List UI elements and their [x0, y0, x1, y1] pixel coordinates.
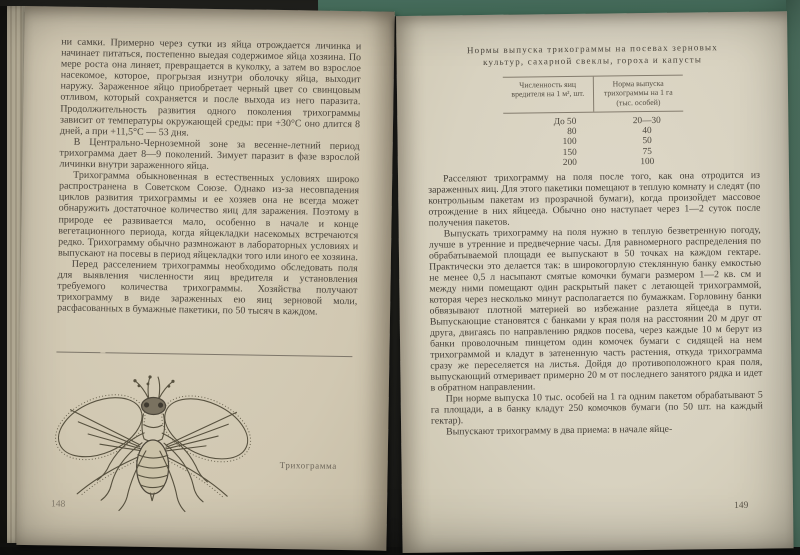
paragraph: Перед расселением трихограммы необходимо обследовать поля для выявления численности яиц вредителя и установления требуемого количества трихограммы. Хозяйства получают трихограмму в виде зараженных ею яиц зерновой моли, расфасованных в бумажные пакетики, по 50 тысяч в каждом.: [57, 258, 358, 318]
paragraph: Трихограмма обыкновенная в естественных условиях широко распространена в Советском Союзе. Однако из-за несовпадения циклов развития трихограммы и ее хозяев она не всегда может обнаружить достаточное количество яиц для заражения. Поэтому в природе ее развивается мало, особенно в начале и конце вегетационного периода, когда яйцекладки насекомых встречаются редко. Трихограмму обычно размножают в лабораторных условиях и выпускают на посевы в период яйцекладки того или иного ее хозяина.: [57, 169, 360, 264]
left-page-number: 148: [50, 499, 66, 510]
release-norms-table: [426, 42, 759, 170]
right-page-text-column: [428, 170, 763, 438]
figure-separator-rule: [56, 351, 352, 357]
trichogramma-illustration: [47, 371, 259, 534]
table-body: [503, 111, 684, 169]
table-row: 150 75: [562, 146, 652, 158]
paragraph: Расселяют трихограмму на поля после того, как она отродится из зараженных яиц. Для этого пакетики помещают в теплую комнату и следят (по контрольным пакетам из прозрачной бумаги), когда произойдет массовое отрождение в них яйцееда. Обычно оно наступает через 1—2 суток после получения пакетов.: [428, 169, 761, 229]
right-page-number: 149: [733, 500, 749, 511]
paragraph: ни самки. Примерно через сутки из яйца отрождается личинка и начинает питаться, постепенно выедая содержимое яйца хозяина. По мере роста она линяет, превращается в куколку, а затем во взрослое насекомое, которое, прогрызая изнутри оболочку яйца, выходит наружу. Зараженное яйцо приобретает черный цвет со свинцовым отливом, который сохраняется и после выхода из него паразита. Продолжительность развития одного поколения трихограммы зависит от температуры окружающей среды: при +30°С оно длится 8 дней, а при +11,5°С — 53 дня.: [59, 36, 362, 139]
left-page-text-column: [57, 37, 361, 319]
table-header-row: [503, 75, 683, 114]
table-row: 100 50: [562, 136, 652, 148]
left-page: [16, 6, 394, 551]
table-row: 200 100: [562, 157, 655, 169]
paragraph: Выпускают трихограмму в два приема: в начале яйце-: [446, 423, 673, 438]
paragraph: В Центрально-Черноземной зоне за весенне-летний период трихограмма дает 8—9 поколений. Зимует паразит в фазе взрослой личинки внутри зараженного яйца.: [59, 136, 360, 172]
trichogramma-figure: [47, 371, 259, 534]
table-row: До 50 20—30: [553, 115, 661, 128]
right-page: [396, 11, 794, 553]
paragraph: Выпускать трихограмму на поля нужно в теплую безветренную погоду, лучше в утренние и предвечерние часы. Для равномерного распределения по обрабатываемой площади ее выпускают в 50 точках на каждом гектаре. Практически это делается так: в широкогорлую стеклянную банку емкостью не менее 0,5 л насыпают смятые комочки бумаги размером 1—2 кв. см и между ними помещают один раскрытый пакет с летающей трихограммой, которая через несколько минут располагается по бумажкам. Горловину банки обвязывают плотной материей во избежание разлета яйцееда в пути. Выпускающие становятся с банками у края поля на расстоянии 20 м друг от друга, двигаясь по направлению рядков посева, через каждые 10 м берут из банки проволочным пинцетом один комочек бумаги с сидящей на нем трихограммой и кладут в затененную часть растения, откуда трихограмма сразу же переселяется на листья. Дойдя до противоположного края поля, выпускающий отмеривает примерно 20 м от последнего занятого рядка и идет в обратном направлении.: [428, 224, 763, 394]
table-col1-header: Численность яиц вредителя на 1 м², шт.: [503, 77, 594, 113]
paragraph: При норме выпуска 10 тыс. особей на 1 га одним пакетом обрабатывают 5 га площади, а в банку кладут 250 комочков бумаги (по 50 шт. на каждый гектар).: [430, 389, 763, 427]
table-row: 80 40: [567, 126, 652, 138]
table-box: [503, 75, 684, 170]
table-title: Нормы выпуска трихограммы на посевах зерновых культур, сахарной свеклы, гороха и капусты: [466, 42, 719, 67]
table-col2-header: Норма выпуска трихограммы на 1 га (тыс. особей): [603, 78, 673, 107]
figure-caption: Трихограмма: [279, 460, 337, 471]
